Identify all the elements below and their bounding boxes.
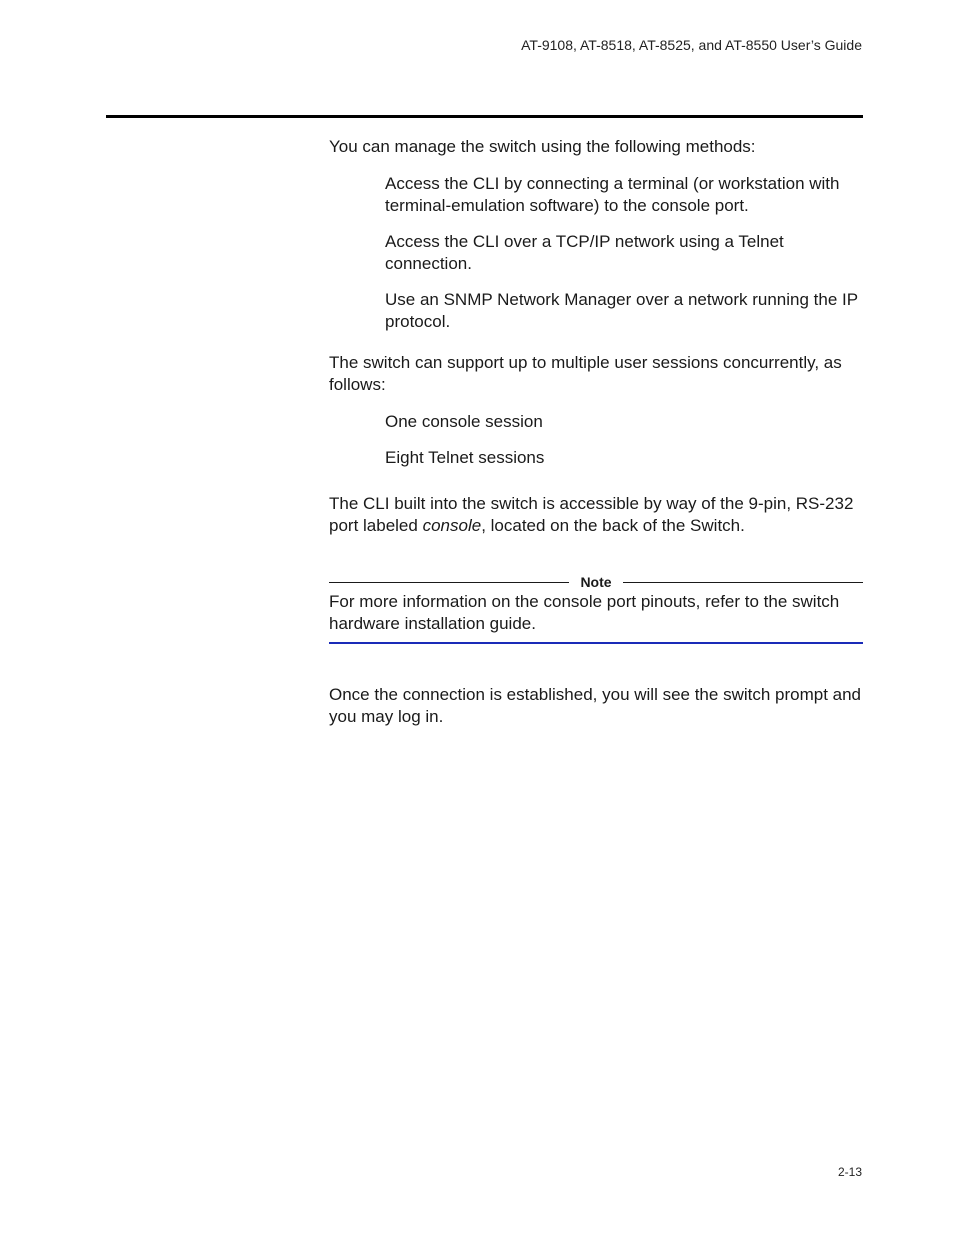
note-bottom-rule [329, 642, 863, 644]
list-item: Eight Telnet sessions [385, 448, 545, 467]
closing-paragraph: Once the connection is established, you will see the switch prompt and you may log in. [329, 685, 862, 726]
cli-paragraph [329, 493, 863, 537]
note-box [329, 574, 863, 644]
console-term: console [422, 516, 482, 535]
methods-list [385, 173, 863, 333]
sessions-paragraph: The switch can support up to multiple user sessions concurrently, as follows: [329, 353, 842, 394]
cli-text-end: , located on the back of the Switch. [481, 516, 745, 535]
list-item: Access the CLI over a TCP/IP network using a Telnet connection. [385, 232, 784, 273]
cli-text-start: The CLI built into the switch is accessible by way of the 9-pin, RS-232 port labeled [329, 494, 854, 535]
note-heading [329, 574, 863, 590]
list-item: Access the CLI by connecting a terminal (or workstation with terminal-emulation software) to the console port. [385, 174, 840, 215]
running-header-title: AT-9108, AT-8518, AT-8525, and AT-8550 User’s Guide [521, 37, 862, 53]
list-item: Use an SNMP Network Manager over a network running the IP protocol. [385, 290, 858, 331]
page-content [329, 136, 863, 728]
note-rule-right [623, 582, 863, 583]
note-rule-left [329, 582, 569, 583]
sessions-list [385, 411, 863, 469]
header-rule [106, 115, 863, 118]
page-number: 2-13 [837, 1165, 862, 1179]
list-item: One console session [385, 412, 543, 431]
intro-paragraph: You can manage the switch using the following methods: [329, 137, 756, 156]
note-label: Note [580, 574, 612, 590]
note-text: For more information on the console port pinouts, refer to the switch hardware installation guide. [329, 592, 840, 633]
